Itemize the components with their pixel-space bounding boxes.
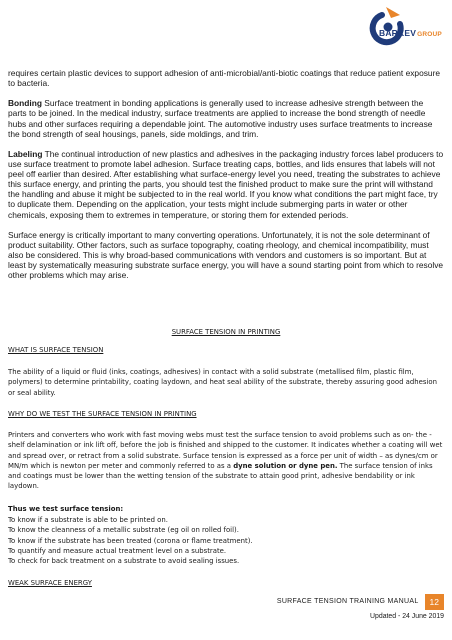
bonding-text: Surface treatment in bonding applications is generally used to increase adhesive strength between the parts to be joined. In the medical industry, surface treatments are applied to increase the bond strength of needle hubs and other surfaces requiring a dependable joint. The automotive industry uses surface treatments to increase the bond strength of seal housings, panels, side moldings, and trim. bbox=[8, 98, 433, 139]
list-item: To know if the substrate has been treated (corona or flame treatment). bbox=[8, 536, 253, 545]
labeling-paragraph bbox=[8, 149, 444, 220]
continuation-paragraph: requires certain plastic devices to support adhesion of anti-microbial/anti-biotic coatings that reduce patient exposure to bacteria. bbox=[8, 68, 441, 89]
why-text-after: The surface tension of inks and coatings must be lower than the wetting tension of the substrate to attain good print, adhesive bendability or ink laydown. bbox=[8, 461, 433, 491]
what-heading: WHAT IS SURFACE TENSION bbox=[8, 346, 104, 354]
thus-list bbox=[8, 515, 444, 566]
bonding-paragraph bbox=[8, 98, 444, 138]
brand-wordmark bbox=[379, 28, 442, 38]
brand-name: BARKEV bbox=[379, 28, 417, 38]
why-text-before: Printers and converters who work with fast moving webs must test the surface tension to avoid problems such as on- the - shelf delamination or ink lift off, before the job is finished and shipped to the customer. It indicates whether a coating will wet and spread over, or retract from a solid substrate. Surface tension is expressed as a force per unit of width – as dynes/cm or MN/m which is newton per meter and commonly referred to as a bbox=[8, 431, 443, 470]
brand-group: GROUP bbox=[417, 31, 442, 38]
why-paragraph bbox=[8, 430, 444, 492]
list-item: To know the cleanness of a metallic substrate (eg oil on rolled foil). bbox=[8, 526, 239, 535]
updated-date: Updated - 24 June 2019 bbox=[370, 613, 444, 620]
surface-energy-paragraph: Surface energy is critically important to many converting operations. Unfortunately, it is not the sole determinant of product suitability. Other factors, such as surface topography, coating rheology, and chemical incompatibility, must also be considered. This is why broad-based communications with vendors and customers is so important. But at least by systematically measuring substrate surface energy, you will have a sound starting point from which to resolve other problems which may arise. bbox=[8, 229, 444, 281]
list-item: To check for back treatment on a substrate to avoid sealing issues. bbox=[8, 557, 240, 566]
weak-heading: WEAK SURFACE ENERGY bbox=[8, 579, 92, 587]
what-paragraph: The ability of a liquid or fluid (inks, coatings, adhesives) in contact with a solid substrate (metallised film, plastic film, polymers) to determine printability, coating laydown, and heat seal ability of the substrate, thereby assuring good adhesion or seal ability. bbox=[8, 368, 437, 397]
why-bold-term: dyne solution or dyne pen. bbox=[233, 461, 338, 470]
bonding-label: Bonding bbox=[8, 98, 42, 109]
list-item: To quantify and measure actual treatment level on a substrate. bbox=[8, 546, 227, 555]
list-item: To know if a substrate is able to be printed on. bbox=[8, 516, 168, 524]
page-number-badge: 12 bbox=[425, 594, 444, 610]
section-title: SURFACE TENSION IN PRINTING bbox=[171, 328, 281, 336]
intro-body bbox=[8, 68, 444, 290]
manual-title: SURFACE TENSION TRAINING MANUAL bbox=[276, 598, 419, 605]
labeling-label: Labeling bbox=[8, 148, 43, 159]
why-heading: WHY DO WE TEST THE SURFACE TENSION IN PRINTING bbox=[8, 410, 197, 418]
thus-heading: Thus we test surface tension: bbox=[8, 505, 124, 513]
page-footer bbox=[277, 594, 444, 610]
labeling-text: The continual introduction of new plastics and adhesives in the packaging industry forces label producers to use surface treatment to promote label adhesion. Surface treating caps, bottles, and lids ensures that labels will not peel off earlier than desired. After establishing what surface-energy level you need, treating the substrates to achieve this surface energy, and printing the parts, you should test the finished product to make sure the print will withstand the handling and abuse it might be subjected to in the real world. If you know what conditions the part might face, try to duplicate them. Depending on the application, your tests might include submerging parts in water or other chemicals, exposing them to extremes in temperature, or storing them for extended periods. bbox=[8, 148, 444, 220]
